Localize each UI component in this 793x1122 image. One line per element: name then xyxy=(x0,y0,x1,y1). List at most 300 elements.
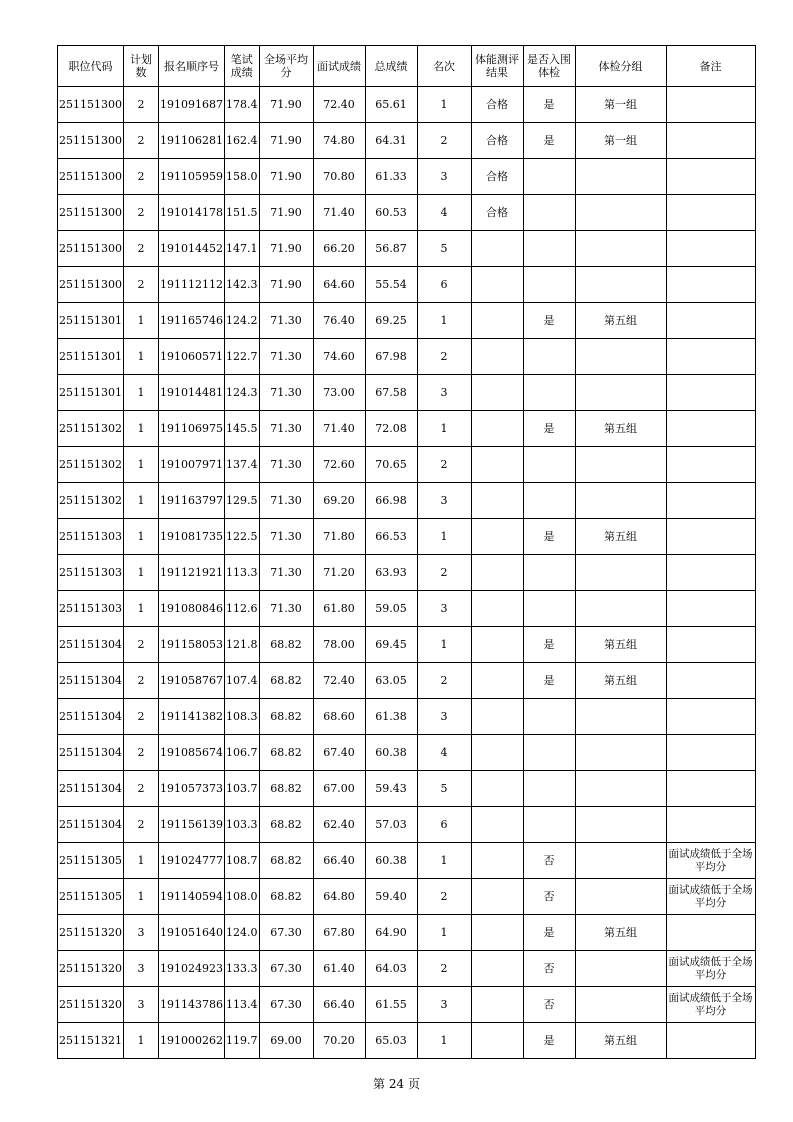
cell-rank: 5 xyxy=(417,231,471,267)
cell-position-code: 251151302 xyxy=(58,411,124,447)
cell-medical-exam-shortlisted xyxy=(523,339,575,375)
cell-medical-exam-group xyxy=(575,195,666,231)
cell-fitness-result xyxy=(471,735,523,771)
cell-total-score: 59.43 xyxy=(365,771,417,807)
cell-medical-exam-group: 第五组 xyxy=(575,663,666,699)
cell-registration-number: 191014452 xyxy=(159,231,225,267)
cell-written-score: 151.5 xyxy=(225,195,260,231)
cell-written-score: 142.3 xyxy=(225,267,260,303)
cell-fitness-result xyxy=(471,663,523,699)
results-table xyxy=(57,45,756,1059)
cell-remarks xyxy=(666,591,755,627)
cell-overall-average: 67.30 xyxy=(259,951,313,987)
cell-remarks xyxy=(666,339,755,375)
cell-rank: 2 xyxy=(417,447,471,483)
cell-medical-exam-shortlisted xyxy=(523,735,575,771)
cell-total-score: 63.93 xyxy=(365,555,417,591)
cell-medical-exam-shortlisted xyxy=(523,591,575,627)
cell-medical-exam-shortlisted: 是 xyxy=(523,915,575,951)
cell-total-score: 61.55 xyxy=(365,987,417,1023)
cell-interview-score: 74.60 xyxy=(313,339,365,375)
column-header-medical-exam-shortlisted: 是否入围体检 xyxy=(523,46,575,87)
table-row xyxy=(58,519,756,555)
cell-registration-number: 191143786 xyxy=(159,987,225,1023)
cell-total-score: 63.05 xyxy=(365,663,417,699)
table-row xyxy=(58,663,756,699)
cell-registration-number: 191057373 xyxy=(159,771,225,807)
column-header-total-score: 总成绩 xyxy=(365,46,417,87)
cell-interview-score: 72.40 xyxy=(313,87,365,123)
cell-position-code: 251151300 xyxy=(58,195,124,231)
cell-interview-score: 67.80 xyxy=(313,915,365,951)
table-row xyxy=(58,879,756,915)
cell-fitness-result xyxy=(471,591,523,627)
cell-fitness-result xyxy=(471,519,523,555)
cell-registration-number: 191112112 xyxy=(159,267,225,303)
table-row xyxy=(58,987,756,1023)
cell-interview-score: 71.20 xyxy=(313,555,365,591)
cell-medical-exam-shortlisted: 是 xyxy=(523,519,575,555)
cell-plan-count: 1 xyxy=(124,555,159,591)
cell-rank: 3 xyxy=(417,159,471,195)
cell-plan-count: 3 xyxy=(124,987,159,1023)
cell-written-score: 121.8 xyxy=(225,627,260,663)
cell-registration-number: 191024777 xyxy=(159,843,225,879)
cell-total-score: 61.33 xyxy=(365,159,417,195)
cell-remarks: 面试成绩低于全场平均分 xyxy=(666,987,755,1023)
cell-position-code: 251151303 xyxy=(58,555,124,591)
cell-interview-score: 66.40 xyxy=(313,843,365,879)
cell-rank: 3 xyxy=(417,591,471,627)
table-row xyxy=(58,843,756,879)
cell-total-score: 65.61 xyxy=(365,87,417,123)
cell-medical-exam-shortlisted: 否 xyxy=(523,879,575,915)
cell-medical-exam-shortlisted xyxy=(523,555,575,591)
cell-total-score: 60.38 xyxy=(365,735,417,771)
cell-registration-number: 191140594 xyxy=(159,879,225,915)
column-header-interview-score: 面试成绩 xyxy=(313,46,365,87)
cell-plan-count: 1 xyxy=(124,411,159,447)
cell-position-code: 251151300 xyxy=(58,123,124,159)
cell-overall-average: 71.30 xyxy=(259,303,313,339)
cell-position-code: 251151304 xyxy=(58,663,124,699)
cell-medical-exam-group xyxy=(575,591,666,627)
cell-plan-count: 3 xyxy=(124,951,159,987)
cell-position-code: 251151304 xyxy=(58,699,124,735)
cell-remarks xyxy=(666,411,755,447)
cell-fitness-result xyxy=(471,303,523,339)
cell-medical-exam-group xyxy=(575,807,666,843)
cell-overall-average: 71.30 xyxy=(259,339,313,375)
cell-plan-count: 2 xyxy=(124,699,159,735)
cell-remarks xyxy=(666,231,755,267)
cell-position-code: 251151321 xyxy=(58,1023,124,1059)
cell-total-score: 72.08 xyxy=(365,411,417,447)
cell-medical-exam-shortlisted: 是 xyxy=(523,411,575,447)
cell-position-code: 251151301 xyxy=(58,303,124,339)
cell-rank: 4 xyxy=(417,195,471,231)
cell-registration-number: 191091687 xyxy=(159,87,225,123)
cell-remarks: 面试成绩低于全场平均分 xyxy=(666,879,755,915)
table-row xyxy=(58,267,756,303)
cell-rank: 3 xyxy=(417,375,471,411)
cell-total-score: 70.65 xyxy=(365,447,417,483)
cell-overall-average: 69.00 xyxy=(259,1023,313,1059)
cell-plan-count: 2 xyxy=(124,231,159,267)
cell-overall-average: 71.30 xyxy=(259,519,313,555)
cell-medical-exam-group xyxy=(575,159,666,195)
table-row xyxy=(58,339,756,375)
cell-fitness-result xyxy=(471,1023,523,1059)
cell-fitness-result xyxy=(471,987,523,1023)
cell-medical-exam-group xyxy=(575,699,666,735)
cell-position-code: 251151300 xyxy=(58,87,124,123)
cell-plan-count: 1 xyxy=(124,519,159,555)
cell-total-score: 65.03 xyxy=(365,1023,417,1059)
cell-overall-average: 71.30 xyxy=(259,555,313,591)
cell-written-score: 133.3 xyxy=(225,951,260,987)
table-row xyxy=(58,915,756,951)
cell-rank: 1 xyxy=(417,87,471,123)
cell-total-score: 60.53 xyxy=(365,195,417,231)
cell-registration-number: 191000262 xyxy=(159,1023,225,1059)
cell-written-score: 122.7 xyxy=(225,339,260,375)
cell-overall-average: 68.82 xyxy=(259,663,313,699)
cell-remarks xyxy=(666,195,755,231)
cell-plan-count: 2 xyxy=(124,267,159,303)
cell-plan-count: 1 xyxy=(124,483,159,519)
cell-medical-exam-shortlisted: 是 xyxy=(523,1023,575,1059)
cell-rank: 4 xyxy=(417,735,471,771)
cell-position-code: 251151303 xyxy=(58,519,124,555)
cell-medical-exam-group xyxy=(575,375,666,411)
cell-plan-count: 2 xyxy=(124,123,159,159)
cell-plan-count: 1 xyxy=(124,591,159,627)
cell-total-score: 56.87 xyxy=(365,231,417,267)
cell-written-score: 162.4 xyxy=(225,123,260,159)
cell-remarks xyxy=(666,1023,755,1059)
cell-medical-exam-group xyxy=(575,771,666,807)
column-header-medical-exam-group: 体检分组 xyxy=(575,46,666,87)
cell-plan-count: 1 xyxy=(124,879,159,915)
cell-medical-exam-shortlisted xyxy=(523,231,575,267)
cell-position-code: 251151320 xyxy=(58,987,124,1023)
cell-plan-count: 2 xyxy=(124,663,159,699)
cell-remarks xyxy=(666,519,755,555)
cell-total-score: 66.53 xyxy=(365,519,417,555)
cell-medical-exam-group xyxy=(575,555,666,591)
cell-rank: 1 xyxy=(417,519,471,555)
cell-registration-number: 191158053 xyxy=(159,627,225,663)
cell-remarks xyxy=(666,483,755,519)
cell-overall-average: 68.82 xyxy=(259,843,313,879)
cell-rank: 2 xyxy=(417,879,471,915)
table-row xyxy=(58,735,756,771)
cell-position-code: 251151300 xyxy=(58,267,124,303)
cell-position-code: 251151301 xyxy=(58,339,124,375)
cell-plan-count: 1 xyxy=(124,1023,159,1059)
table-row xyxy=(58,411,756,447)
table-row xyxy=(58,159,756,195)
cell-rank: 2 xyxy=(417,951,471,987)
cell-written-score: 108.3 xyxy=(225,699,260,735)
cell-registration-number: 191156139 xyxy=(159,807,225,843)
cell-medical-exam-group: 第五组 xyxy=(575,627,666,663)
cell-fitness-result xyxy=(471,483,523,519)
cell-interview-score: 69.20 xyxy=(313,483,365,519)
cell-medical-exam-group: 第一组 xyxy=(575,123,666,159)
cell-medical-exam-group xyxy=(575,843,666,879)
cell-total-score: 61.38 xyxy=(365,699,417,735)
column-header-remarks: 备注 xyxy=(666,46,755,87)
cell-registration-number: 191080846 xyxy=(159,591,225,627)
cell-medical-exam-shortlisted xyxy=(523,159,575,195)
cell-written-score: 124.3 xyxy=(225,375,260,411)
table-header-row xyxy=(58,46,756,87)
cell-rank: 1 xyxy=(417,843,471,879)
cell-medical-exam-group: 第一组 xyxy=(575,87,666,123)
cell-plan-count: 2 xyxy=(124,87,159,123)
cell-registration-number: 191165746 xyxy=(159,303,225,339)
cell-medical-exam-shortlisted xyxy=(523,699,575,735)
cell-medical-exam-group xyxy=(575,483,666,519)
table-row xyxy=(58,303,756,339)
cell-interview-score: 61.40 xyxy=(313,951,365,987)
cell-written-score: 178.4 xyxy=(225,87,260,123)
cell-remarks xyxy=(666,735,755,771)
cell-plan-count: 2 xyxy=(124,627,159,663)
table-row xyxy=(58,1023,756,1059)
cell-overall-average: 71.90 xyxy=(259,87,313,123)
cell-remarks xyxy=(666,303,755,339)
cell-interview-score: 73.00 xyxy=(313,375,365,411)
cell-rank: 1 xyxy=(417,627,471,663)
cell-position-code: 251151304 xyxy=(58,807,124,843)
cell-rank: 6 xyxy=(417,267,471,303)
cell-interview-score: 67.40 xyxy=(313,735,365,771)
cell-position-code: 251151320 xyxy=(58,915,124,951)
cell-written-score: 103.3 xyxy=(225,807,260,843)
cell-total-score: 66.98 xyxy=(365,483,417,519)
cell-medical-exam-shortlisted: 是 xyxy=(523,663,575,699)
cell-registration-number: 191081735 xyxy=(159,519,225,555)
table-row xyxy=(58,483,756,519)
cell-medical-exam-group: 第五组 xyxy=(575,519,666,555)
cell-written-score: 122.5 xyxy=(225,519,260,555)
cell-fitness-result xyxy=(471,339,523,375)
cell-plan-count: 2 xyxy=(124,159,159,195)
cell-registration-number: 191105959 xyxy=(159,159,225,195)
cell-rank: 6 xyxy=(417,807,471,843)
cell-total-score: 69.25 xyxy=(365,303,417,339)
cell-fitness-result xyxy=(471,555,523,591)
cell-remarks xyxy=(666,771,755,807)
cell-remarks xyxy=(666,123,755,159)
cell-remarks xyxy=(666,267,755,303)
cell-fitness-result: 合格 xyxy=(471,87,523,123)
cell-registration-number: 191024923 xyxy=(159,951,225,987)
cell-fitness-result xyxy=(471,807,523,843)
cell-interview-score: 62.40 xyxy=(313,807,365,843)
cell-overall-average: 71.30 xyxy=(259,591,313,627)
cell-medical-exam-group xyxy=(575,951,666,987)
column-header-registration-number: 报名顺序号 xyxy=(159,46,225,87)
cell-remarks: 面试成绩低于全场平均分 xyxy=(666,843,755,879)
cell-overall-average: 68.82 xyxy=(259,735,313,771)
cell-medical-exam-group xyxy=(575,267,666,303)
cell-written-score: 158.0 xyxy=(225,159,260,195)
cell-medical-exam-group: 第五组 xyxy=(575,1023,666,1059)
cell-overall-average: 71.90 xyxy=(259,123,313,159)
cell-registration-number: 191085674 xyxy=(159,735,225,771)
cell-plan-count: 1 xyxy=(124,375,159,411)
cell-overall-average: 68.82 xyxy=(259,699,313,735)
table-row xyxy=(58,231,756,267)
cell-plan-count: 1 xyxy=(124,447,159,483)
cell-medical-exam-shortlisted: 是 xyxy=(523,627,575,663)
cell-registration-number: 191014481 xyxy=(159,375,225,411)
cell-interview-score: 70.80 xyxy=(313,159,365,195)
table-row xyxy=(58,951,756,987)
column-header-plan-count: 计划数 xyxy=(124,46,159,87)
cell-position-code: 251151303 xyxy=(58,591,124,627)
cell-registration-number: 191007971 xyxy=(159,447,225,483)
cell-interview-score: 72.40 xyxy=(313,663,365,699)
cell-written-score: 129.5 xyxy=(225,483,260,519)
cell-written-score: 147.1 xyxy=(225,231,260,267)
cell-medical-exam-group: 第五组 xyxy=(575,411,666,447)
cell-remarks xyxy=(666,699,755,735)
cell-registration-number: 191060571 xyxy=(159,339,225,375)
cell-remarks xyxy=(666,159,755,195)
cell-medical-exam-group xyxy=(575,987,666,1023)
cell-overall-average: 71.90 xyxy=(259,267,313,303)
cell-written-score: 108.0 xyxy=(225,879,260,915)
cell-interview-score: 72.60 xyxy=(313,447,365,483)
cell-written-score: 103.7 xyxy=(225,771,260,807)
cell-remarks xyxy=(666,807,755,843)
cell-rank: 3 xyxy=(417,699,471,735)
cell-interview-score: 67.00 xyxy=(313,771,365,807)
cell-rank: 5 xyxy=(417,771,471,807)
cell-rank: 1 xyxy=(417,1023,471,1059)
cell-interview-score: 64.80 xyxy=(313,879,365,915)
cell-written-score: 106.7 xyxy=(225,735,260,771)
cell-rank: 3 xyxy=(417,987,471,1023)
cell-fitness-result xyxy=(471,915,523,951)
table-row xyxy=(58,627,756,663)
cell-overall-average: 68.82 xyxy=(259,879,313,915)
cell-medical-exam-group xyxy=(575,879,666,915)
cell-rank: 2 xyxy=(417,663,471,699)
column-header-rank: 名次 xyxy=(417,46,471,87)
cell-interview-score: 66.20 xyxy=(313,231,365,267)
cell-position-code: 251151302 xyxy=(58,447,124,483)
cell-interview-score: 61.80 xyxy=(313,591,365,627)
column-header-position-code: 职位代码 xyxy=(58,46,124,87)
cell-written-score: 113.3 xyxy=(225,555,260,591)
cell-total-score: 59.05 xyxy=(365,591,417,627)
cell-medical-exam-shortlisted xyxy=(523,483,575,519)
cell-medical-exam-shortlisted xyxy=(523,375,575,411)
cell-plan-count: 1 xyxy=(124,303,159,339)
column-header-fitness-result: 体能测评结果 xyxy=(471,46,523,87)
table-row xyxy=(58,555,756,591)
table-row xyxy=(58,807,756,843)
cell-overall-average: 67.30 xyxy=(259,987,313,1023)
cell-medical-exam-shortlisted xyxy=(523,771,575,807)
cell-plan-count: 1 xyxy=(124,843,159,879)
cell-plan-count: 2 xyxy=(124,195,159,231)
cell-interview-score: 68.60 xyxy=(313,699,365,735)
cell-medical-exam-group xyxy=(575,339,666,375)
cell-fitness-result: 合格 xyxy=(471,159,523,195)
cell-remarks xyxy=(666,555,755,591)
cell-fitness-result xyxy=(471,699,523,735)
cell-fitness-result: 合格 xyxy=(471,195,523,231)
cell-registration-number: 191121921 xyxy=(159,555,225,591)
cell-overall-average: 67.30 xyxy=(259,915,313,951)
table-row xyxy=(58,771,756,807)
cell-overall-average: 71.30 xyxy=(259,411,313,447)
cell-remarks xyxy=(666,915,755,951)
cell-plan-count: 2 xyxy=(124,807,159,843)
table-row xyxy=(58,195,756,231)
cell-total-score: 57.03 xyxy=(365,807,417,843)
cell-medical-exam-group xyxy=(575,231,666,267)
table-body xyxy=(58,87,756,1059)
table-row xyxy=(58,375,756,411)
cell-remarks xyxy=(666,87,755,123)
cell-fitness-result xyxy=(471,771,523,807)
cell-plan-count: 2 xyxy=(124,771,159,807)
cell-written-score: 107.4 xyxy=(225,663,260,699)
cell-interview-score: 66.40 xyxy=(313,987,365,1023)
cell-interview-score: 74.80 xyxy=(313,123,365,159)
cell-position-code: 251151302 xyxy=(58,483,124,519)
cell-overall-average: 71.30 xyxy=(259,447,313,483)
cell-medical-exam-shortlisted xyxy=(523,447,575,483)
cell-remarks: 面试成绩低于全场平均分 xyxy=(666,951,755,987)
cell-rank: 1 xyxy=(417,411,471,447)
cell-interview-score: 78.00 xyxy=(313,627,365,663)
cell-medical-exam-group xyxy=(575,447,666,483)
cell-remarks xyxy=(666,375,755,411)
cell-total-score: 69.45 xyxy=(365,627,417,663)
cell-overall-average: 71.90 xyxy=(259,159,313,195)
cell-interview-score: 64.60 xyxy=(313,267,365,303)
table-row xyxy=(58,447,756,483)
cell-total-score: 64.90 xyxy=(365,915,417,951)
cell-rank: 1 xyxy=(417,915,471,951)
cell-total-score: 67.98 xyxy=(365,339,417,375)
cell-registration-number: 191141382 xyxy=(159,699,225,735)
cell-rank: 3 xyxy=(417,483,471,519)
column-header-written-score: 笔试成绩 xyxy=(225,46,260,87)
cell-position-code: 251151305 xyxy=(58,879,124,915)
cell-written-score: 119.7 xyxy=(225,1023,260,1059)
cell-registration-number: 191106975 xyxy=(159,411,225,447)
cell-overall-average: 68.82 xyxy=(259,807,313,843)
cell-total-score: 55.54 xyxy=(365,267,417,303)
cell-total-score: 59.40 xyxy=(365,879,417,915)
cell-remarks xyxy=(666,447,755,483)
cell-fitness-result: 合格 xyxy=(471,123,523,159)
cell-remarks xyxy=(666,663,755,699)
cell-rank: 2 xyxy=(417,123,471,159)
cell-fitness-result xyxy=(471,843,523,879)
cell-medical-exam-group: 第五组 xyxy=(575,915,666,951)
